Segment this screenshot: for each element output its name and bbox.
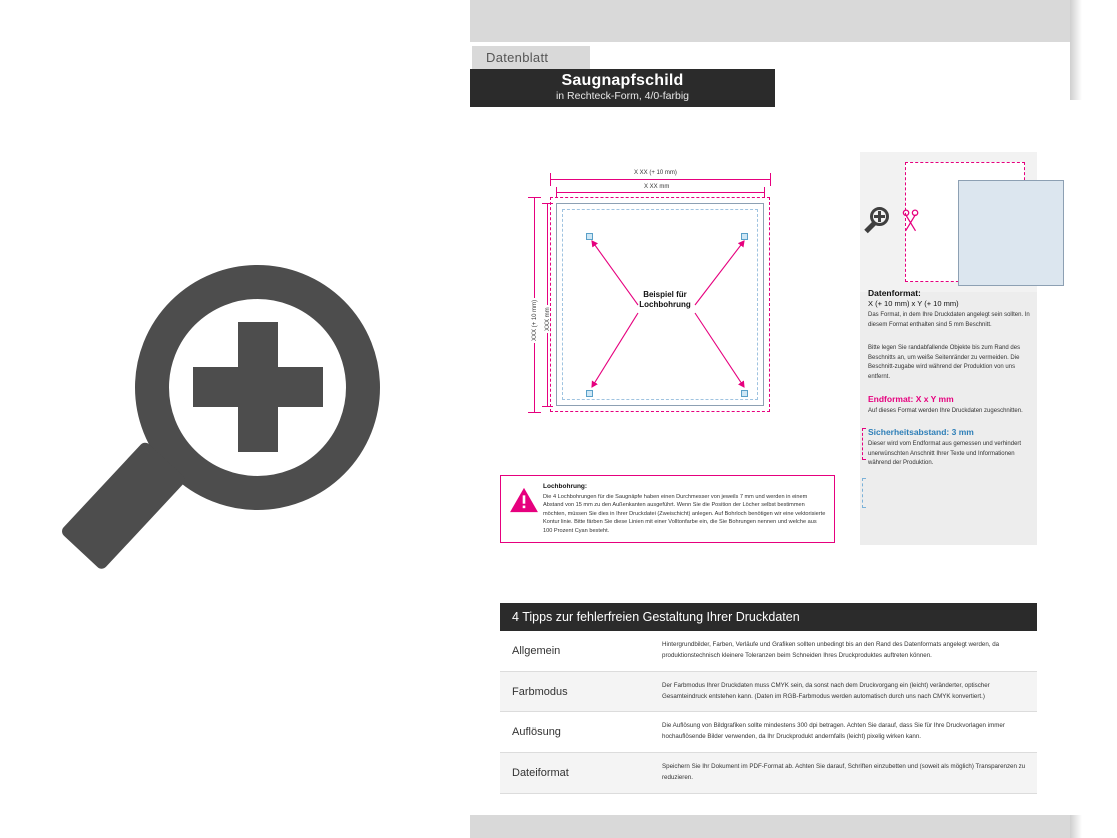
warning-box (500, 475, 835, 543)
left-preview-panel (0, 0, 470, 838)
warning-triangle-icon (509, 483, 543, 535)
plus-vertical-bar (238, 322, 278, 452)
center-annotation (610, 290, 720, 310)
drill-hole-arrows (520, 165, 840, 455)
endformat-bracket (862, 428, 866, 460)
magnifier-plus-icon (115, 255, 365, 585)
format-drawing (520, 165, 840, 455)
safety-bracket (862, 478, 866, 508)
table-row (500, 672, 1037, 713)
datenblatt-tab[interactable] (472, 46, 590, 69)
info-text-block (868, 288, 1030, 469)
page-bottom-strip (470, 815, 1070, 838)
warning-body: Die 4 Lochbohrungen für die Saugnäpfe haben einen Durchmesser von jeweils 7 mm und werden in einem Abstand von 15 mm zu den Außenkanten ausgeführt. Wenn Sie die Position der Löcher selbst bestimmen möchten, müssen Sie dies in Ihrer Druckdatei (Zweischicht) anlegen. Auf Bohrloch benötigen wir eine vektorisierte Kontur linie. Bitte färben Sie diese Linien mit einer Volltonfarbe ein, die Sie Bohrungen nennen und welche aus 100 Prozent Cyan besteht. (543, 494, 826, 534)
tip-body: Der Farbmodus Ihrer Druckdaten muss CMYK sein, da sonst nach dem Druckvorgang ein (leicht) veränderter, optischer Gesamteindruck entstehen kann. (Daten im RGB-Farbmodus werden automatisch durch uns nach CMYK konvertiert.) (662, 681, 990, 700)
plus-vertical-bar (878, 211, 881, 222)
datenformat-body: Das Format, in dem Ihre Druckdaten angelegt sein sollten. In diesem Format enthalten sind 5 mm Beschnitt. (868, 312, 1030, 328)
page-top-strip (470, 0, 1070, 42)
sicherheitsabstand-body: Dieser wird vom Endformat aus gemessen und verhindert unerwünschten Anschnitt Ihrer Texte und Informationen während der Produktion. (868, 441, 1022, 467)
table-row (500, 712, 1037, 753)
datenformat-value: X (+ 10 mm) x Y (+ 10 mm) (868, 299, 959, 308)
tip-body: Die Auflösung von Bildgrafiken sollte mindestens 300 dpi betragen. Achten Sie darauf, dass Sie für Ihre Druckvorlagen immer hochauflösende Bilder verwenden, da Ihr Druckprodukt andernfalls (leicht) pixelig wirken kann. (662, 722, 1005, 741)
info-preview-bleed (905, 162, 1025, 282)
tip-label: Dateiformat (512, 766, 569, 779)
page-title-bar (470, 69, 775, 107)
endformat-title: Endformat: X x Y mm (868, 393, 954, 404)
table-row (500, 631, 1037, 672)
magnifier-handle (864, 221, 876, 233)
center-annotation-line1: Beispiel für (643, 290, 687, 299)
tip-body: Speichern Sie Ihr Dokument im PDF-Format ab. Achten Sie darauf, Schriften einzubetten und (soweit als möglich) Transparenzen zu reduzieren. (662, 763, 1026, 781)
page-title: Saugnapfschild (561, 72, 684, 89)
page-right-fill (1070, 100, 1117, 815)
dim-top-outer-label: X XX (+ 10 mm) (634, 170, 677, 176)
endformat-body: Auf dieses Format werden Ihre Druckdaten zugeschnitten. (868, 407, 1023, 414)
datenformat-title: Datenformat: (868, 288, 921, 298)
tips-heading-label: 4 Tipps zur fehlerfreien Gestaltung Ihrer Druckdaten (512, 610, 800, 624)
tip-label: Allgemein (512, 644, 561, 657)
page-subtitle: in Rechteck-Form, 4/0-farbig (555, 90, 690, 102)
info-preview (860, 152, 1037, 292)
table-row (500, 753, 1037, 794)
dim-top-inner-label: X XX mm (644, 184, 670, 190)
tips-heading (500, 603, 1037, 631)
tips-table (500, 603, 1037, 794)
scissors-icon (902, 207, 920, 233)
sicherheitsabstand-title: Sicherheitsabstand: 3 mm (868, 427, 974, 438)
tab-label: Datenblatt (486, 50, 549, 65)
dim-left-inner-label: XXX mm (545, 307, 551, 331)
tip-label: Farbmodus (512, 685, 568, 698)
tip-body: Hintergrundbilder, Farben, Verläufe und Grafiken sollten unbedingt bis an den Rand des Datenformats angelegt werden, da produktionstechnisch kleinere Toleranzen beim Schneiden Ihres Druckproduktes auftreten können. (662, 641, 1000, 659)
info-preview-artwork (958, 180, 1064, 286)
magnifier-plus-icon (868, 207, 898, 237)
tip-label: Auflösung (512, 726, 561, 739)
dim-left-outer-label: XXX (+ 10 mm) (532, 299, 538, 341)
warning-text (543, 483, 826, 535)
warning-title: Lochbohrung: (543, 483, 588, 490)
center-annotation-line2: Lochbohrung (639, 300, 691, 309)
datenformat-body-2: Bitte legen Sie randabfallende Objekte bis zum Rand des Beschnitts an, um weiße Seitenränder zu vermeiden. Die Beschnitt-zugabe wird während der Produktion von uns entfernt. (868, 345, 1021, 380)
